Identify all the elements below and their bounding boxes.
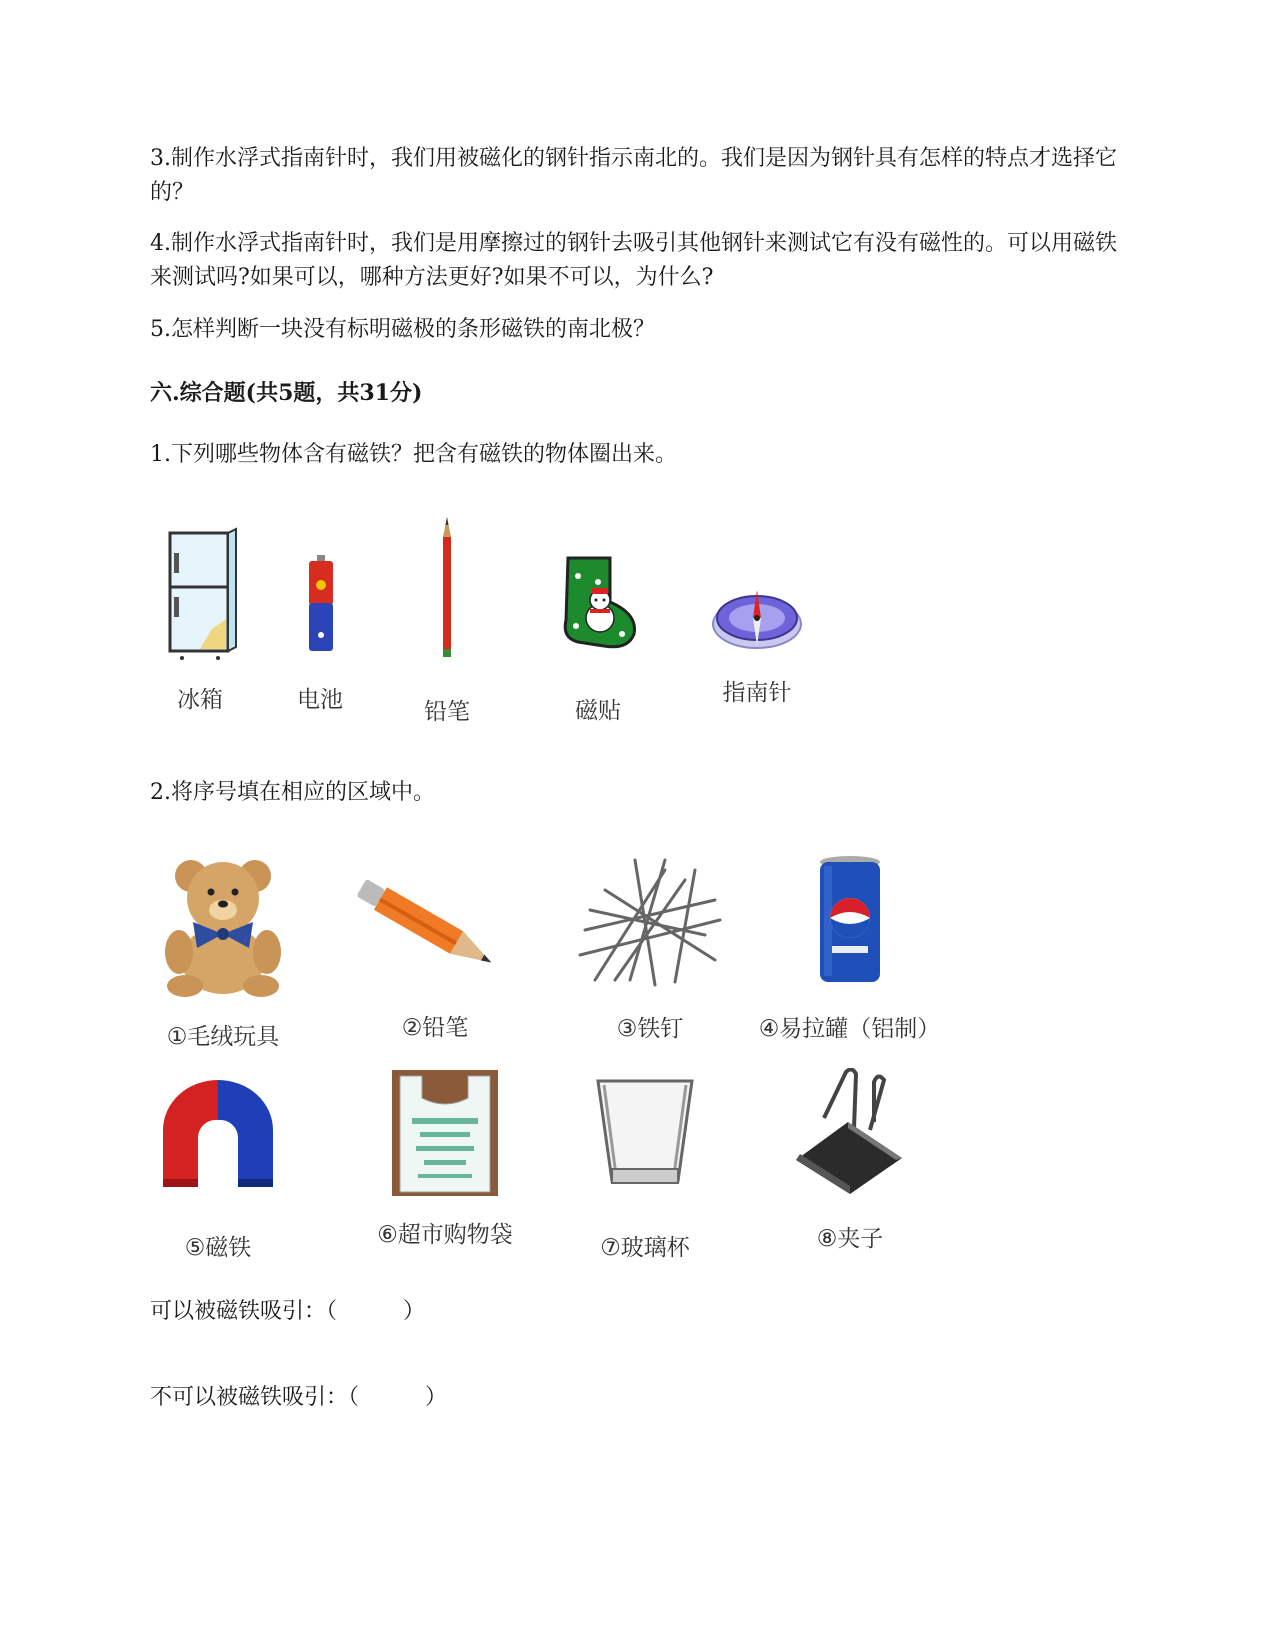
magnet-icon [153,1075,283,1195]
pencil-icon [427,515,467,665]
caption-compass: 指南针 [722,680,792,706]
glass-cup-icon [590,1075,700,1195]
object-sticker [548,552,648,725]
caption-battery: 电池 [297,687,343,713]
question-3: 3.制作水浮式指南针时，我们用被磁化的钢针指示南北的。我们是因为钢针具有怎样的特点才选择它的？ [150,146,1117,205]
object-nails [570,850,730,1043]
pencil-icon [350,875,520,985]
object-crayon-pencil [350,875,520,1042]
object-fridge [150,525,250,714]
object-bag [365,1068,525,1249]
object-pencil [392,515,502,726]
teddy-bear-icon [153,852,293,1000]
object-compass [702,582,812,707]
object-clip [775,1068,925,1253]
compass-icon [707,582,807,652]
object-glass [570,1075,720,1262]
object-can [752,852,947,1043]
question-4: 4.制作水浮式指南针时，我们是用摩擦过的钢针去吸引其他钢针来测试它有没有磁性的。可以用磁铁来测试吗?如果可以，哪种方法更好?如果不可以，为什么? [150,231,1117,290]
caption-pencil: 铅笔 [424,699,470,725]
caption-fridge: 冰箱 [177,687,223,713]
comp-question-2: 2.将序号填在相应的区域中。 [150,780,435,805]
caption-clip: ⑧夹子 [816,1226,884,1252]
section-heading: 六.综合题(共5题，共31分) [150,380,423,406]
not-attract-blank: 不可以被磁铁吸引：（ ） [150,1385,448,1410]
fridge-icon [160,525,240,665]
caption-nails: ③铁钉 [616,1016,684,1042]
question-5: 5.怎样判断一块没有标明磁极的条形磁铁的南北极？ [150,317,655,342]
caption-sticker: 磁贴 [575,698,621,724]
object-battery [270,525,370,714]
object-teddy [148,852,298,1051]
soda-can-icon [810,852,890,992]
shopping-bag-icon [390,1068,500,1198]
comp-question-1: 1.下列哪些物体含有磁铁？把含有磁铁的物体圈出来。 [150,442,677,467]
caption-can: ④易拉罐（铝制） [758,1016,941,1042]
caption-teddy: ①毛绒玩具 [166,1024,280,1050]
attract-blank: 可以被磁铁吸引：（ ） [150,1299,426,1324]
caption-magnet: ⑤磁铁 [184,1235,252,1261]
caption-glass: ⑦玻璃杯 [600,1235,690,1261]
binder-clip-icon [790,1068,910,1198]
caption-bag: ⑥超市购物袋 [377,1222,513,1248]
nails-icon [575,850,725,990]
caption-crayon-pencil: ②铅笔 [401,1015,469,1041]
object-magnet [148,1075,288,1262]
sticker-icon [548,552,648,652]
battery-icon [295,525,345,665]
